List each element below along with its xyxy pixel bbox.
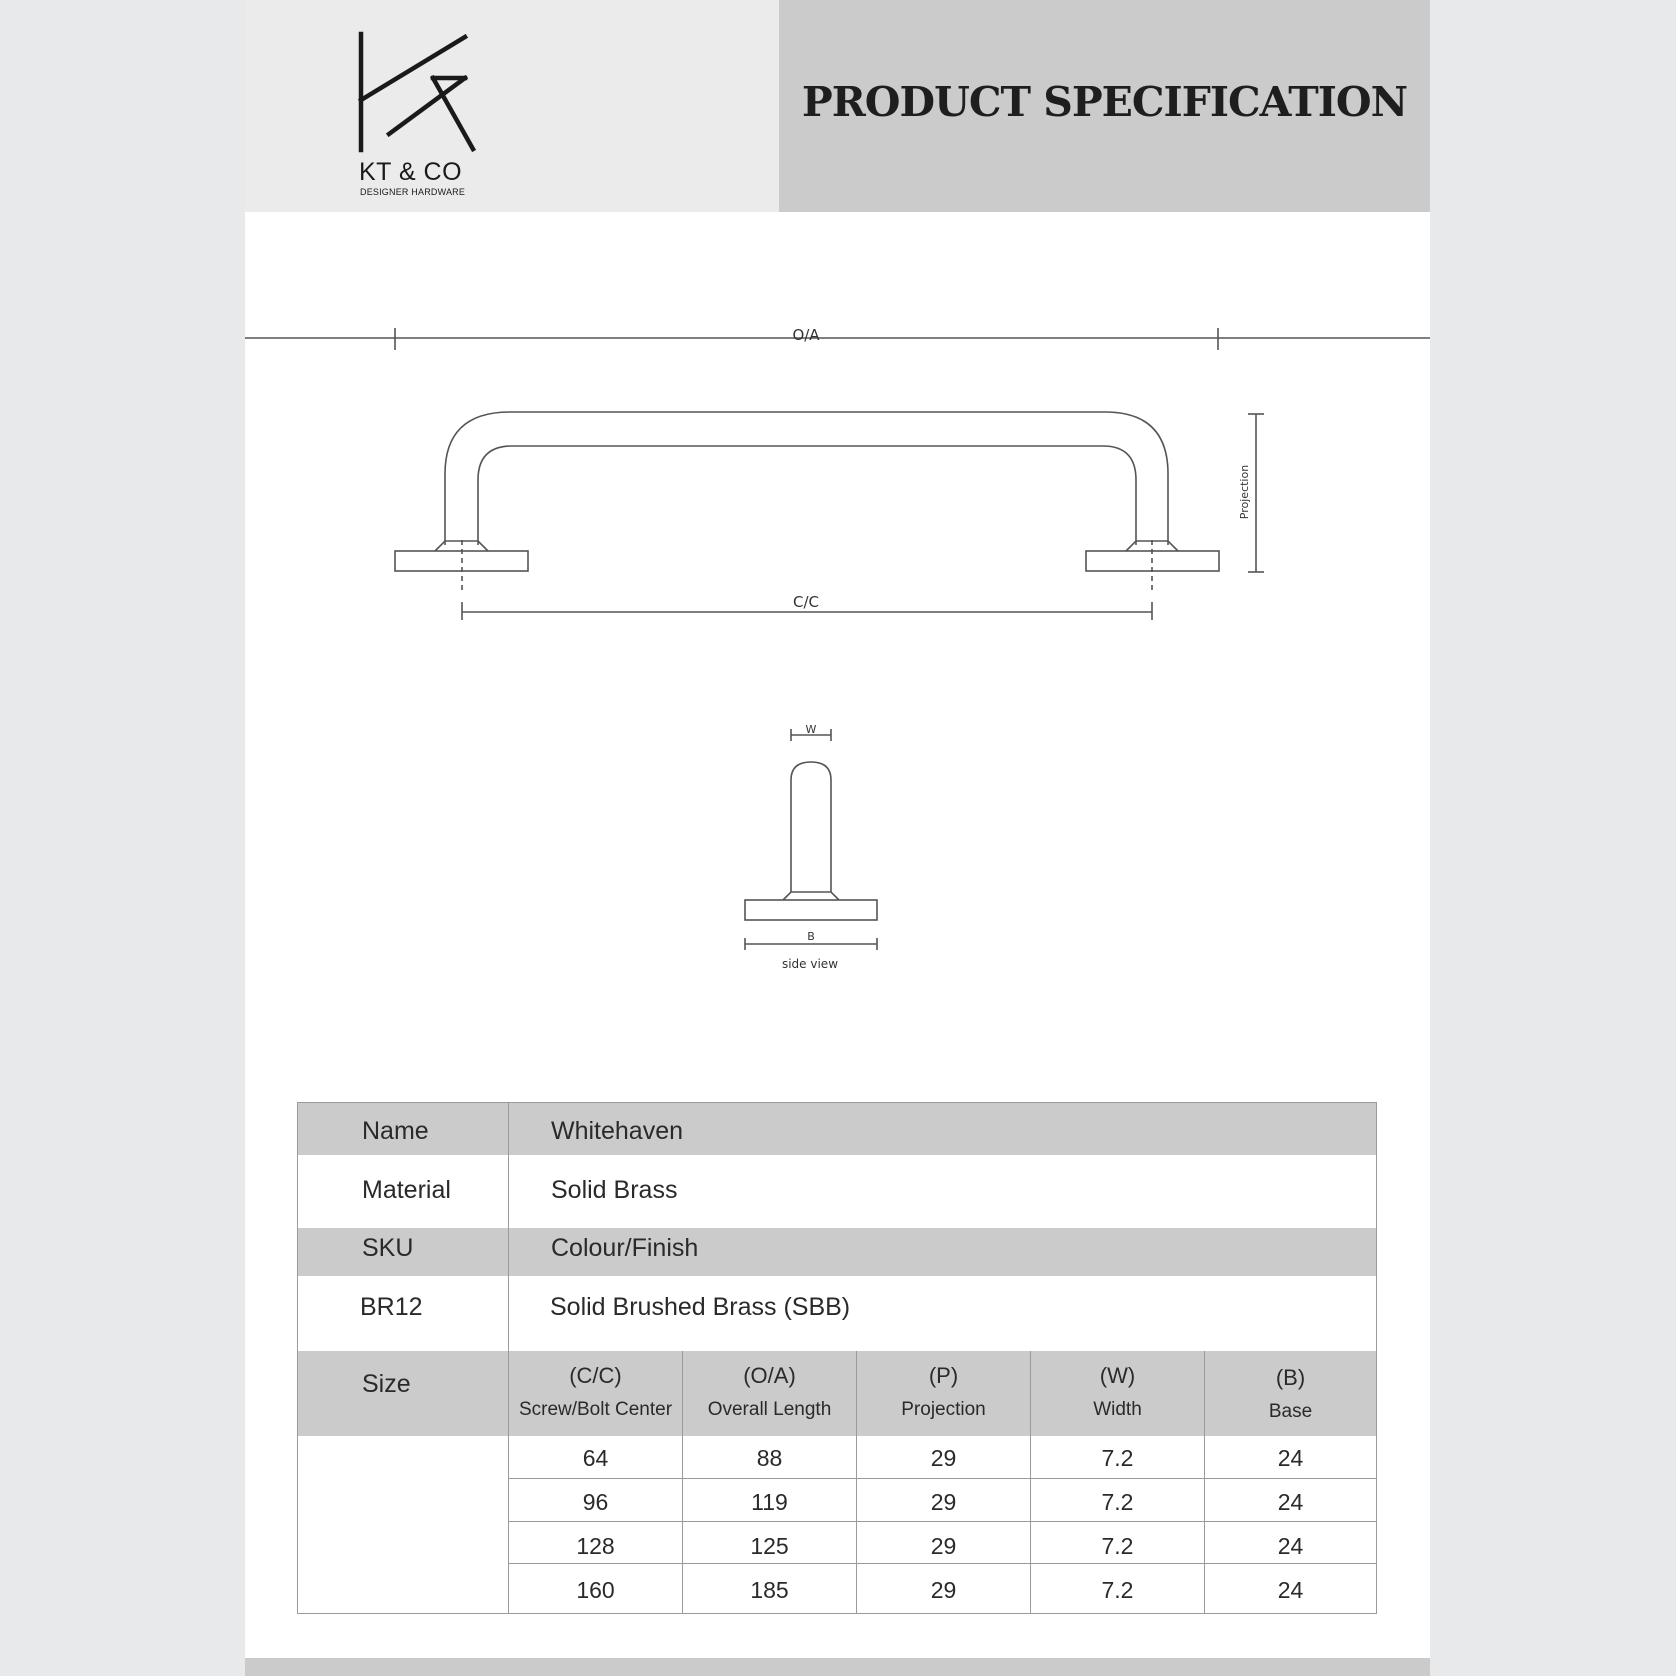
table-cell: 96: [582, 1489, 609, 1515]
column-header-oa: [683, 1363, 856, 1421]
table-cell: 88: [756, 1445, 783, 1471]
width-label: W: [805, 723, 817, 736]
table-cell: 24: [1277, 1445, 1304, 1471]
table-cell: 125: [750, 1533, 789, 1559]
table-cell: 7.2: [1101, 1489, 1134, 1515]
column-code: (C/C): [569, 1363, 622, 1388]
page-title: PRODUCT SPECIFICATION: [801, 78, 1408, 126]
finish-value: Solid Brushed Brass (SBB): [550, 1293, 851, 1321]
sku-value: BR12: [360, 1293, 423, 1321]
side-view-label: side view: [781, 957, 839, 971]
table-cell: 24: [1277, 1577, 1304, 1603]
name-row: [298, 1103, 1376, 1155]
divider-horizontal: [508, 1521, 1376, 1522]
sku-row: [298, 1228, 1376, 1276]
brand-tagline: DESIGNER HARDWARE: [360, 187, 466, 197]
sku-label: SKU: [362, 1234, 414, 1262]
base-label: B: [807, 930, 815, 943]
footer-bar: [245, 1658, 1430, 1676]
divider-horizontal: [508, 1478, 1376, 1479]
finish-label: Colour/Finish: [551, 1234, 699, 1262]
overall-length-label: O/A: [792, 326, 820, 344]
table-cell: 24: [1277, 1533, 1304, 1559]
table-cell: 7.2: [1101, 1445, 1134, 1471]
technical-drawing: [245, 0, 1430, 1000]
material-value: Solid Brass: [551, 1176, 678, 1204]
name-label: Name: [362, 1117, 429, 1145]
column-header-p: [857, 1363, 1030, 1421]
table-cell: 160: [576, 1577, 615, 1603]
column-header-b: [1205, 1365, 1376, 1423]
column-code: (B): [1275, 1365, 1306, 1390]
projection-label: Projection: [1238, 464, 1251, 520]
table-cell: 24: [1277, 1489, 1304, 1515]
spec-table: [297, 1102, 1377, 1614]
table-cell: 29: [930, 1577, 957, 1603]
divider-horizontal: [508, 1563, 1376, 1564]
column-code: (W): [1099, 1363, 1136, 1388]
size-label: Size: [362, 1370, 411, 1398]
table-cell: 64: [582, 1445, 609, 1471]
center-to-center-label: C/C: [792, 593, 820, 611]
table-cell: 7.2: [1101, 1533, 1134, 1559]
column-code: (O/A): [743, 1363, 796, 1388]
table-cell: 29: [930, 1445, 957, 1471]
table-cell: 185: [750, 1577, 789, 1603]
column-desc: Base: [1268, 1401, 1313, 1422]
column-header-w: [1031, 1363, 1204, 1421]
material-label: Material: [362, 1176, 451, 1204]
column-desc: Overall Length: [707, 1399, 832, 1420]
table-cell: 119: [751, 1489, 788, 1515]
name-value: Whitehaven: [551, 1117, 684, 1145]
table-cell: 7.2: [1101, 1577, 1134, 1603]
column-header-cc: [509, 1363, 682, 1421]
column-desc: Projection: [901, 1399, 986, 1420]
table-cell: 29: [930, 1489, 957, 1515]
column-desc: Screw/Bolt Center: [518, 1399, 673, 1420]
table-cell: 29: [930, 1533, 957, 1559]
column-desc: Width: [1093, 1399, 1142, 1420]
table-cell: 128: [576, 1533, 615, 1559]
column-code: (P): [928, 1363, 959, 1388]
brand-name: KT & CO: [359, 158, 463, 186]
